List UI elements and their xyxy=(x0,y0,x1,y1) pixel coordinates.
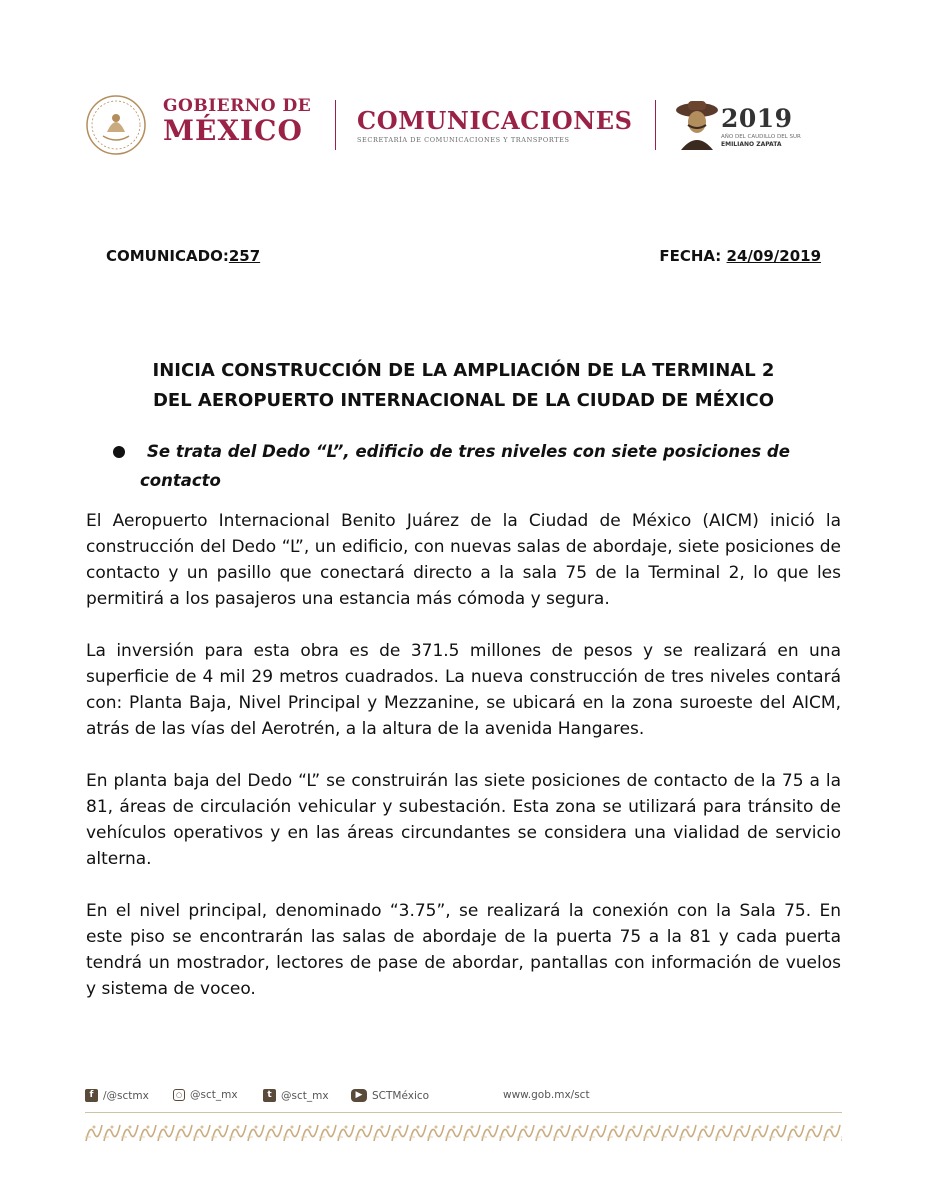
instagram-icon: ○ xyxy=(173,1089,185,1101)
paragraph: En planta baja del Dedo “L” se construirán las siete posiciones de contacto de la 75 a la 81, áreas de circulación vehicular y subestación. Esta zona se utilizará para tránsito de vehículos operativos y en las áreas circundantes se considera una vialidad de servicio alterna. xyxy=(86,771,841,869)
website-link[interactable]: www.gob.mx/sct xyxy=(503,1089,590,1101)
paragraph: En el nivel principal, denominado “3.75”, se realizará la conexión con la Sala 75. En este piso se encontrarán las salas de abordaje de la puerta 75 a la 81 y cada puerta tendrá un mostrador, lectores de pase de abordar, pantallas con información de vuelos y sistema de voceo. xyxy=(86,901,841,999)
comunicado-number: COMUNICADO:257 xyxy=(106,247,261,265)
title-line1: INICIA CONSTRUCCIÓN DE LA AMPLIACIÓN DE LA TERMINAL 2 xyxy=(152,360,775,381)
gobierno-de-mexico-logo xyxy=(163,96,311,147)
paragraph: El Aeropuerto Internacional Benito Juárez de la Ciudad de México (AICM) inició la construcción del Dedo “L”, un edificio, con nuevas salas de abordaje, siete posiciones de contacto y un pasillo que conectará directo a la sala 75 de la Terminal 2, lo que les permitirá a los pasajeros una estancia más cómoda y segura. xyxy=(86,511,841,609)
press-body xyxy=(86,508,841,1028)
twitter-link[interactable]: t @sct_mx xyxy=(263,1089,329,1102)
fecha: FECHA: 24/09/2019 xyxy=(659,247,821,265)
bullet-icon xyxy=(113,446,125,458)
title-line2: DEL AEROPUERTO INTERNACIONAL DE LA CIUDAD DE MÉXICO xyxy=(152,390,775,411)
letterhead xyxy=(85,92,805,158)
year-subtitle: AÑO DEL CAUDILLO DEL SUR EMILIANO ZAPATA xyxy=(721,134,801,148)
dept-subtitle: SECRETARÍA DE COMUNICACIONES Y TRANSPORTES xyxy=(357,136,570,144)
bullet-text: Se trata del Dedo “L”, edificio de tres niveles con siete posiciones de contacto xyxy=(140,442,790,490)
footer-social xyxy=(85,1089,842,1109)
youtube-icon: ▶ xyxy=(351,1089,367,1102)
gob-line1: GOBIERNO DE xyxy=(163,96,312,116)
footer-divider xyxy=(85,1112,842,1113)
twitter-icon: t xyxy=(263,1089,276,1102)
dept-title: COMUNICACIONES xyxy=(357,106,633,135)
instagram-link[interactable]: ○ @sct_mx xyxy=(173,1089,238,1101)
year-number: 2019 xyxy=(721,104,793,133)
header-divider xyxy=(335,100,336,150)
department-logo xyxy=(357,106,633,144)
youtube-link[interactable]: ▶ SCTMéxico xyxy=(351,1089,429,1102)
year-badge xyxy=(721,104,801,149)
gob-line2: MÉXICO xyxy=(163,114,303,147)
page-title xyxy=(60,356,867,416)
paragraph: La inversión para esta obra es de 371.5 millones de pesos y se realizará en una superficie de 4 mil 29 metros cuadrados. La nueva construcción de tres niveles contará con: Planta Baja, Nivel Principal y Mezzanine, se ubicará en la zona suroeste del AICM, atrás de las vías del Aerotrén, a la altura de la avenida Hangares. xyxy=(86,641,841,739)
national-seal-icon xyxy=(85,94,147,156)
summary-bullet xyxy=(110,437,845,495)
zapata-portrait-icon xyxy=(675,98,719,150)
header-divider xyxy=(655,100,656,150)
facebook-icon: f xyxy=(85,1089,98,1102)
facebook-link[interactable]: f /@sctmx xyxy=(85,1089,149,1102)
decorative-pattern xyxy=(85,1121,842,1143)
